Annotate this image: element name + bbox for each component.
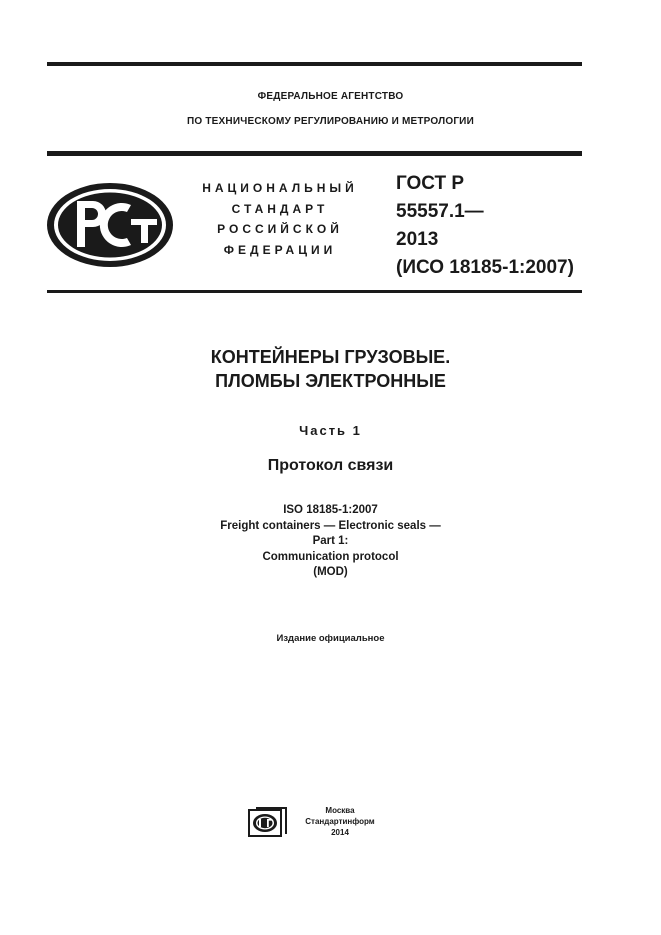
publisher-year: 2014 (331, 828, 349, 837)
iso-line-2: Freight containers — Electronic seals — (220, 519, 441, 532)
iso-line-1: ISO 18185-1:2007 (283, 504, 378, 516)
iso-line-5: (MOD) (313, 566, 348, 578)
document-title (0, 345, 661, 393)
publisher-name: Стандартинформ (305, 817, 375, 826)
publisher-info (294, 805, 386, 838)
title-line-2: ПЛОМБЫ ЭЛЕКТРОННЫЕ (215, 371, 446, 391)
designation-rule (47, 290, 582, 293)
header-rule (47, 151, 582, 156)
publisher-city: Москва (325, 806, 355, 815)
rst-emblem-icon (45, 181, 175, 269)
standard-line-3: РОССИЙСКОЙ (217, 222, 343, 236)
standard-line-2: СТАНДАРТ (231, 201, 329, 216)
designation-line-3: 2013 (396, 229, 439, 250)
national-standard-block (180, 178, 380, 260)
agency-line-2: ПО ТЕХНИЧЕСКОМУ РЕГУЛИРОВАНИЮ И МЕТРОЛОГИИ (187, 116, 474, 127)
document-subtitle: Протокол связи (267, 457, 394, 474)
standard-designation (396, 170, 574, 282)
designation-line-2: 55557.1— (396, 201, 484, 222)
iso-line-4: Communication protocol (262, 550, 399, 563)
standard-line-4: ФЕДЕРАЦИИ (223, 242, 337, 257)
top-rule (47, 62, 582, 66)
standartinform-logo-icon (248, 806, 288, 838)
designation-line-1: ГОСТ Р (396, 173, 465, 194)
part-number: Часть 1 (299, 423, 362, 438)
iso-reference (0, 503, 661, 581)
standard-line-1: НАЦИОНАЛЬНЫЙ (202, 181, 358, 195)
designation-line-4: (ИСО 18185-1:2007) (396, 257, 574, 278)
agency-line-1: ФЕДЕРАЛЬНОЕ АГЕНТСТВО (257, 91, 404, 102)
official-edition: Издание официальное (276, 633, 385, 644)
title-line-1: КОНТЕЙНЕРЫ ГРУЗОВЫЕ. (210, 347, 451, 367)
iso-line-3: Part 1: (312, 535, 349, 547)
